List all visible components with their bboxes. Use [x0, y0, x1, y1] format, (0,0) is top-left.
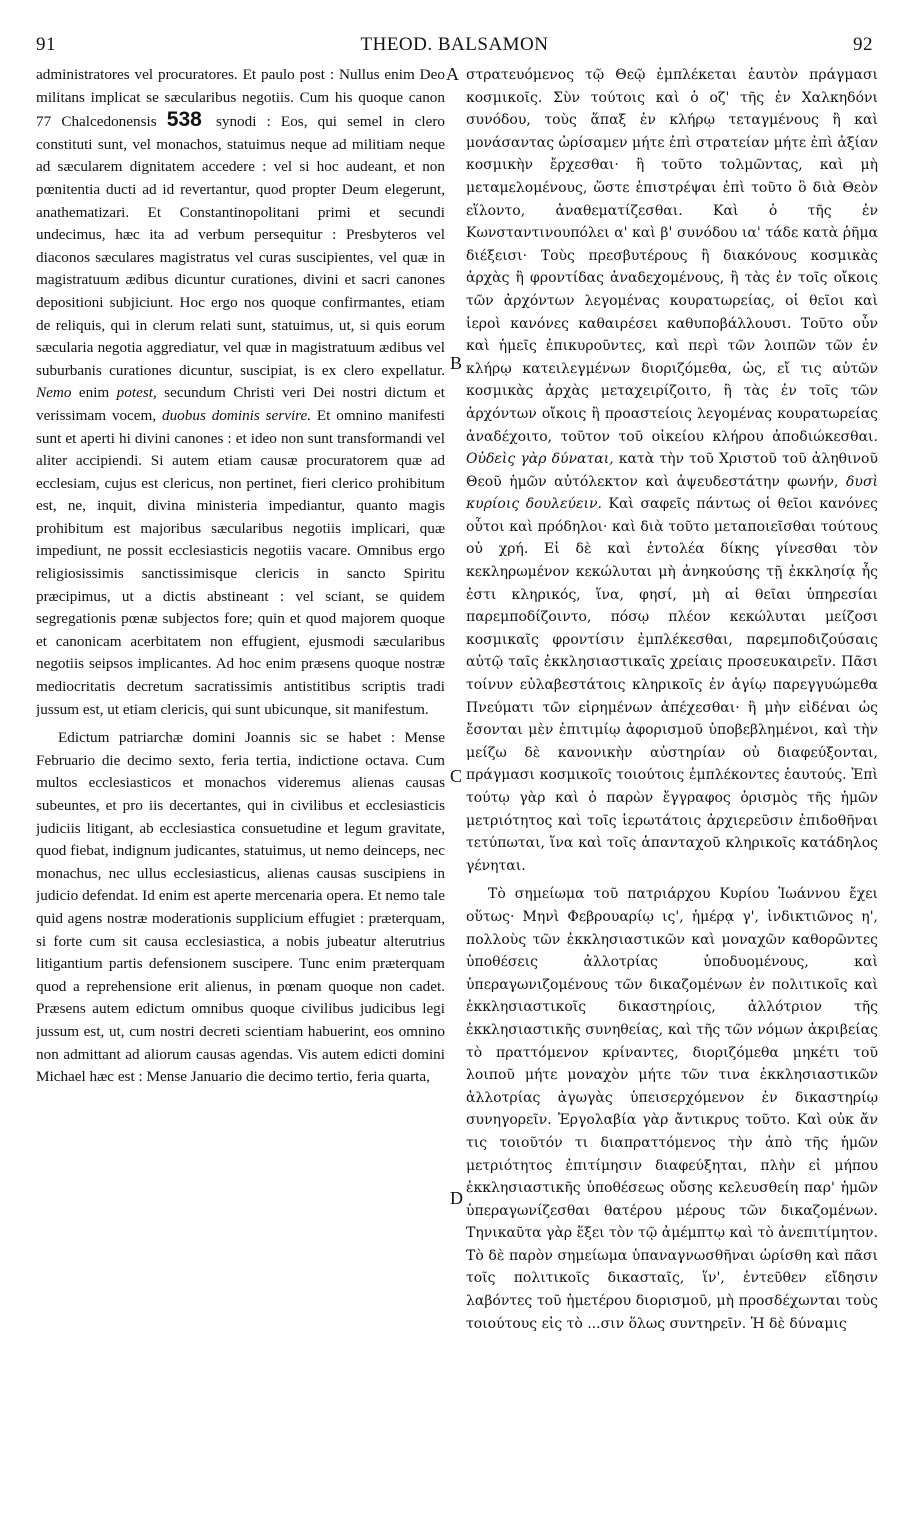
- latin-paragraph-2: Edictum patriarchæ domini Joannis sic se habet : Mense Februario die decimo sexto, feria tertia, indictione octava. Cum multos ecclesiasticos et monachos videremus alienas causas subeuntes, et pro iis decertantes, qui in civilibus et ecclesiasticis judiciis litigant, ab ecclesiastica consuetudine et legum gravitate, quod fiebat, indignum judicantes, statuimus, ut nemo deinceps, nec monachus, nec ullus ecclesiasticus, alienas causas suscipiens in judicio defendat. Id enim est aperte mercenaria opera. Et nemo tale quid agens nostræ moderationis supplicium effugiet : præterquam, si forte cum sit causa ecclesiastica, a nobis jubeatur alterutrius litigantium partis defensionem suscipere. Tunc enim præterquam quod a reprehensione erit alienus, in pœnam quoque non cadet. Præsens autem edictum omnibus quoque civilibus judicibus legi jussum est, ut, cum nostri decreti scientiam habuerint, eos omnino non admittant ad aliorum causas agendas. Vis autem edicti domini Michael hæc est : Mense Januario die decimo tertio, feria quarta,: [36, 729, 445, 1086]
- greek-text: Καὶ σαφεῖς πάντως οἱ θεῖοι κανόνες οὗτοι καὶ πρόδηλοι· καὶ διὰ τοῦτο μεταποιεῖσθαι τούτους οὐ χρή. Εἰ δὲ καὶ ἐντολέα δίκης γίνεσθαι τὸν κεκληρωμένον κεκώλυται μὴ ἀνηκούσης τῇ ἐκκλησίᾳ ἧς ἐστι κληρικός, ἵνα, φησί, μὴ αἱ θεῖαι ὑπηρεσίαι παρεμποδίζοιντο, πόσῳ πλέον κεκώλυται μείζοσι κοσμικαῖς φροντίσιν ἐμπλέκεσθαι, παρεμποδιζούσαις αὐτῷ ταῖς ἐκκλησιαστικαῖς χρείαις προσευκαιρεῖν. Πᾶσι τοίνυν εὐλαβεστάτοις κληρικοῖς ἐν ἁγίῳ παρεγγυώμεθα Πνεύματι τῶν εἰρημένων ἀπέχεσθαι· ἢ μὴν εἰδέναι ὡς ἔσονται μὲν ἐπιτιμίῳ ἀφορισμοῦ ὑποβεβλημένοι, καὶ τὴν μείζω δὲ κανονικὴν αὐστηρίαν οὐ διαφεύξονται, πράγμασι κοσμικοῖς τοιούτοις ἐμπλέκοντες ἑαυτούς. Ἐπὶ τούτῳ γὰρ καὶ ὁ παρὼν ἔγγραφος ὁρισμὸς τῆς ἡμῶν μετριότητος καὶ τοῖς ἱερωτάτοις ἀρχιερεῦσιν ἐπιδοθῆναι τετύπωται, ἵνα καὶ τοῖς ἁπανταχοῦ κληρικοῖς κατάδηλος γένηται.: [466, 496, 878, 874]
- latin-paragraph-1: [36, 64, 445, 721]
- greek-paragraph-1: [466, 64, 878, 877]
- latin-text: synodi : Eos, qui semel in clero constituti sunt, vel monachos, statuimus neque ad militiam neque ad sæcularem dignitatem accedere : vel si hoc audeant, et non pœnitentia ducti ad id revertantur, quod propter Deum elegerunt, anathematizari. Et Constantinopolitani primi et secundi undecimus, hæc ita ad verbum persequitur : Presbyteros vel diaconos sæculares magistratus vel curas suscipientes, vel quæ in magistratuum ædibus dicuntur curationes, divini et sacri canones depositioni subjiciunt. Hoc ergo nos quoque confirmantes, etiam de reliquis, qui in clerum relati sunt, statuimus, ut, si quis eorum sæcularia negotia aggrediatur, vel quæ in magistratuum ædibus vel suburbanis curationes dicuntur, suscipiat, is ex clero expellatur.: [36, 113, 445, 379]
- greek-column: [466, 64, 878, 1524]
- latin-text: enim: [71, 384, 117, 402]
- running-header: [30, 30, 879, 60]
- page-number-left: 91: [36, 34, 56, 55]
- section-marker-c: C: [450, 766, 463, 786]
- greek-paragraph-2: Τὸ σημείωμα τοῦ πατριάρχου Κυρίου Ἰωάννου ἔχει οὕτως· Μηνὶ Φεβρουαρίῳ ις', ἡμέρᾳ γ', ἰνδικτιῶνος η', πολλοὺς τῶν ἐκκλησιαστικῶν καὶ μοναχῶν καθορῶντες ὑποθέσεις ἀλλοτρίας ὑποδυομένους, καὶ ὑπεραγωνιζομένους τῶν δικαζομένων ἐν πολιτικοῖς καὶ ἐκκλησιαστικοῖς δικαστηρίοις, ἀλλότριον τῆς ἐκκλησιαστικῆς συνηθείας, καὶ τῆς τῶν νόμων ἀκριβείας τὸ πραττόμενον κρίναντες, διοριζόμεθα μηκέτι τοῦ λοιποῦ μήτε μοναχὸν μήτε τῶν τινα ἐκκλησιαστικῶν ἀλλοτρίας ἀγωγὰς ὑπεισερχόμενον ἐν δικαστηρίῳ συνηγορεῖν. Ἐργολαβία γὰρ ἄντικρυς τοῦτο. Καὶ οὐκ ἄν τις τοιοῦτόν τι διαπραττόμενος τὴν ἀπὸ τῆς ἡμῶν μετριότητος ἐπιτίμησιν διαφεύξηται, πλὴν εἰ μήπου ἐκκλησιαστικῆς ὑποθέσεως οὔσης κελευσθείη παρ' ἡμῶν ὑπεραγωνίζεσθαι θατέρου μέρους τῶν δικαζομένων. Τηνικαῦτα γὰρ ἕξει τὸν τῷ ἀμέμπτῳ καὶ τὸ ἀνεπιτίμητον. Τὸ δὲ παρὸν σημείωμα ὑπαναγνωσθῆναι ὡρίσθη καὶ πᾶσι τοῖς πολιτικοῖς δικασταῖς, ἵν', ἐντεῦθεν εἴδησιν λαβόντες τοῦ ἡμετέρου διορισμοῦ, μὴ προσδέχωνται τοὺς τοιούτους εἰς τὸ ...σιν ὅλως συντηρεῖν. Ἡ δὲ δύναμις: [466, 886, 878, 1332]
- latin-italic: Nemo: [36, 384, 72, 402]
- greek-italic: δυσὶ κυρίοις δουλεύειν.: [466, 473, 878, 513]
- latin-italic: duobus dominis servire.: [161, 406, 312, 424]
- greek-text: στρατευόμενος τῷ Θεῷ ἐμπλέκεται ἑαυτὸν πράγμασι κοσμικοῖς. Σὺν τούτοις καὶ ὁ οζ' τῆς ἐν Χαλκηδόνι συνόδου, τοὺς ἅπαξ ἐν κλήρῳ τεταγμένους ἢ καὶ μονάσαντας ὡρίσαμεν μήτε ἐπὶ στρατείαν μήτε ἐπὶ ἀξίαν κοσμικὴν ἔρχεσθαι· ἢ τοῦτο τολμῶντας, καὶ μὴ μεταμελομένους, ὥστε ἐπιστρέψαι ἐπὶ τοῦτο ὃ διὰ Θεὸν εἵλοντο, ἀναθεματίζεσθαι. Καὶ ὁ τῆς ἐν Κωνσταντινουπόλει α' καὶ β' συνόδου ια' τάδε κατὰ ῥῆμα διέξεισι· Τοὺς πρεσβυτέρους ἢ διακόνους κοσμικὰς ἀρχὰς ἢ φροντίδας ἀναδεχομένους, ἢ τὰς ἐν τοῖς οἴκοις τῶν ἀρχόντων λεγομένας κουρατωρείας, οἱ θεῖοι καὶ ἱεροὶ κανόνες καθαιρέσει καθυποβάλλουσι. Τοῦτο οὖν καὶ ἡμεῖς ἐπικυροῦντες, καὶ περὶ τῶν λοιπῶν τῶν ἐν κλήρῳ κατειλεγμένων διοριζόμεθα, ὡς, εἴ τις αὐτῶν κοσμικὰς ἀρχὰς μεταχειρίζοιτο, ἢ τὰς ἐν τοῖς τῶν ἀρχόντων οἴκοις ἢ προαστείοις λεγομένας κουρατωρείας ἀναδέχοιτο, τοῦτον τοῦ οἰκείου κλήρου ἀποδιώκεσθαι.: [466, 67, 878, 445]
- page-number-right: 92: [853, 34, 873, 55]
- latin-text: secundum Christi veri Dei nostri dictum et verissimam vocem,: [36, 384, 445, 424]
- section-marker-a: A: [446, 64, 459, 84]
- latin-column: [36, 64, 445, 1524]
- greek-text: κατὰ τὴν τοῦ Χριστοῦ τοῦ ἀληθινοῦ Θεοῦ ἡμῶν αὐτόλεκτον καὶ ἀψευδεστάτην φωνήν,: [466, 451, 878, 490]
- latin-italic: potest,: [116, 384, 157, 402]
- greek-italic: Οὐδεὶς γὰρ δύναται,: [466, 451, 614, 468]
- column-number-538: 538: [166, 108, 202, 132]
- latin-text: administratores vel procuratores. Et paulo post : Nullus enim Deo militans implicat se sæcularibus negotiis. Cum his quoque canon 77 Chalcedonensis: [36, 66, 445, 131]
- running-title: THEOD. BALSAMON: [360, 34, 549, 55]
- section-marker-d: D: [450, 1188, 463, 1208]
- section-marker-b: B: [450, 353, 463, 373]
- latin-text: Et omnino manifesti sunt et aperti hi divini canones : et ideo non sunt transformandi vel aliter accipiendi. Si autem etiam causæ procuratorem quæ ad ecclesiam, cujus est clericus, non pertinet, fieri clerico prohibitum est, ne, inquit, divina ministeria impediantur, quanto magis prohibitum est majoribus sæcularibus negotiis implicari, quæ impediunt, ne possit ecclesiasticis negotiis vacare. Omnibus ergo religiosissimis sanctissimisque clericis in sancto Spiritu præcipimus, ut a dictis abstineant : vel sciant, se quidem segregationis pœnæ subjectos fore; quin et quod majorem quoque et canonicam acerbitatem non effugient, ejusmodi sæcularibus negotiis seipsos implicantes. Ad hoc enim præsens quoque nostræ mediocritatis decretum sacratissimis antistitibus scriptis tradi jussum est, ut etiam clericis, qui sunt ubicunque, sit manifestum.: [36, 406, 445, 718]
